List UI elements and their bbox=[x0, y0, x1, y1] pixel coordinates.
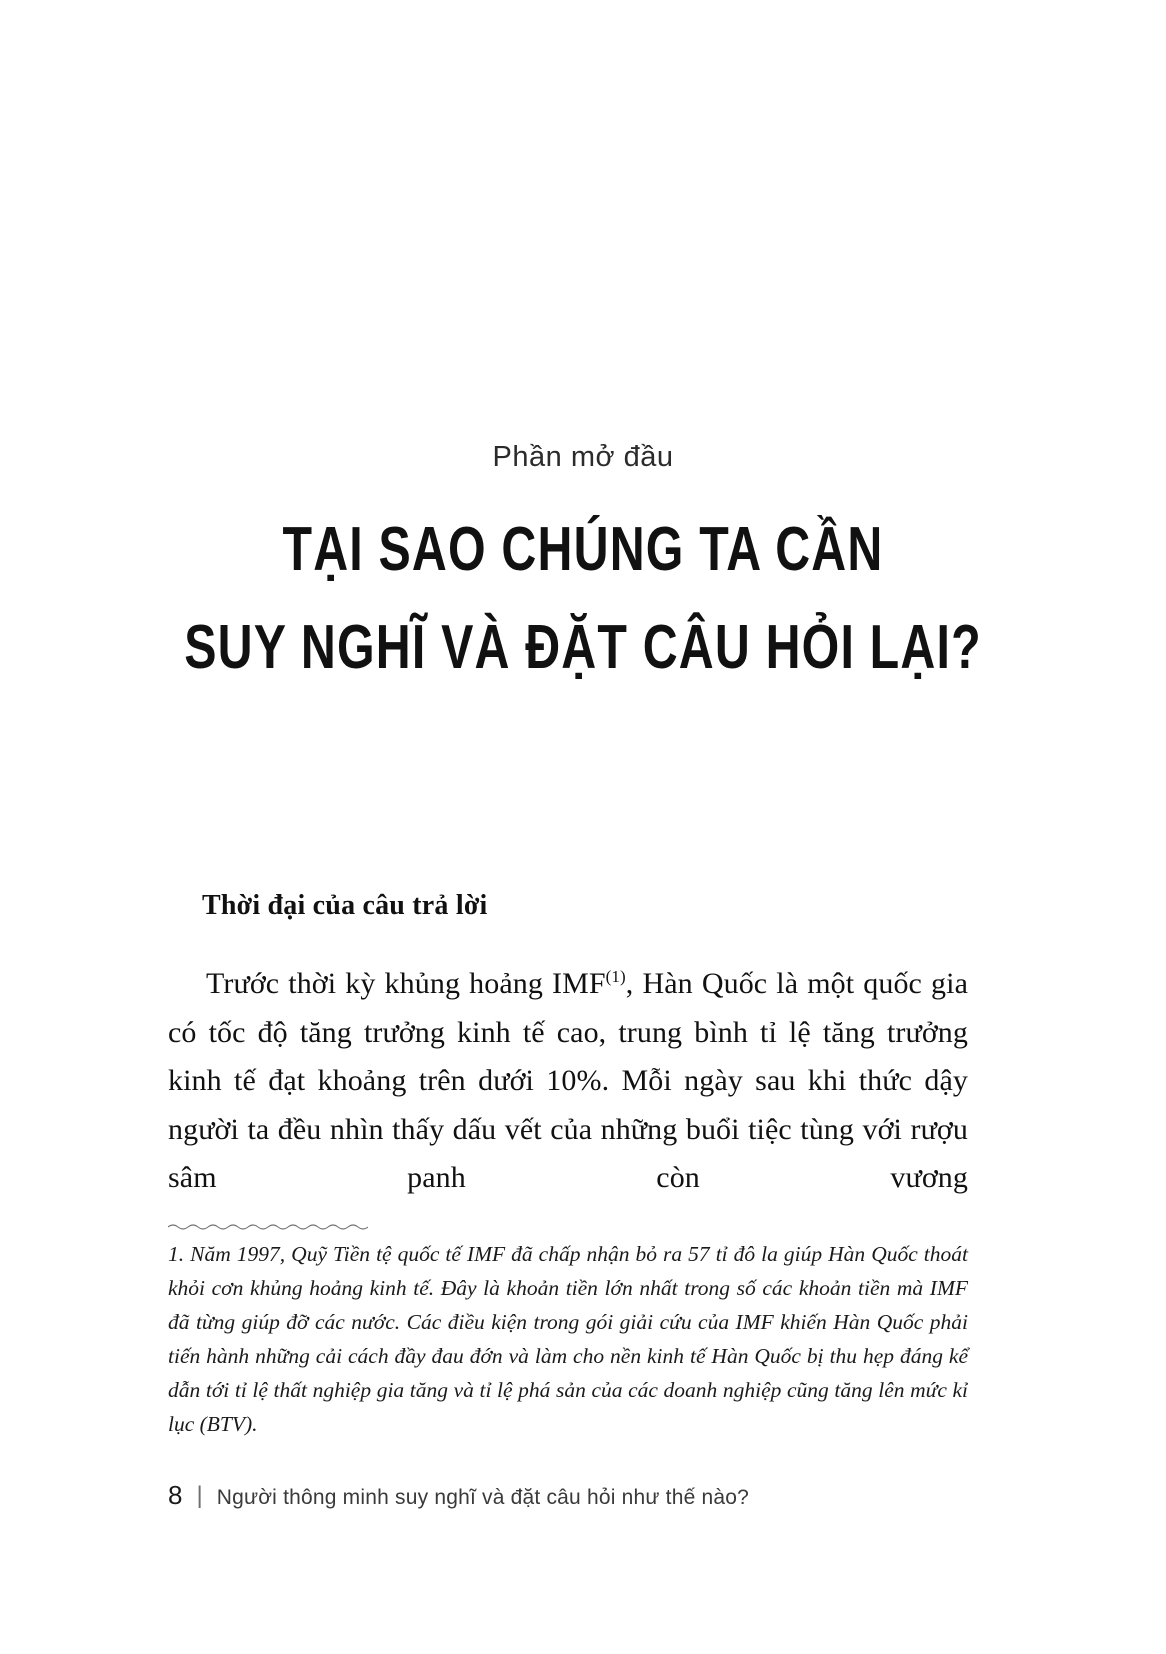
running-head: Người thông minh suy nghĩ và đặt câu hỏi như thế nào? bbox=[216, 1486, 750, 1509]
body-paragraph bbox=[168, 960, 968, 1203]
page-footer bbox=[168, 1480, 968, 1511]
chapter-title-line-1: TẠI SAO CHÚNG TA CẦN bbox=[282, 514, 884, 584]
footnote-separator-rule bbox=[168, 1222, 368, 1232]
chapter-heading-block bbox=[0, 440, 1166, 688]
paragraph-text-before-footnote: Trước thời kỳ khủng hoảng IMF bbox=[206, 967, 606, 1000]
footnote-reference-marker: (1) bbox=[605, 967, 626, 986]
page-title bbox=[128, 509, 1037, 689]
footer-separator: | bbox=[196, 1482, 203, 1509]
page-number: 8 bbox=[168, 1480, 183, 1510]
paragraph-text-after-footnote: , Hàn Quốc là một quốc gia có tốc độ tăng trưởng kinh tế cao, trung bình tỉ lệ tăng trưởng kinh tế đạt khoảng trên dưới 10%. Mỗi ngày sau khi thức dậy người ta đều nhìn thấy dấu vết của những buổi tiệc tùng với rượu sâm panh còn vương bbox=[168, 967, 968, 1195]
chapter-title-line-2: SUY NGHĨ VÀ ĐẶT CÂU HỎI LẠI? bbox=[184, 612, 982, 682]
body-text-area bbox=[168, 890, 968, 1233]
part-label: Phần mở đầu bbox=[492, 441, 674, 473]
section-subheading: Thời đại của câu trả lời bbox=[202, 890, 488, 921]
footnote-text: 1. Năm 1997, Quỹ Tiền tệ quốc tế IMF đã chấp nhận bỏ ra 57 tỉ đô la giúp Hàn Quốc thoát khỏi cơn khủng hoảng kinh tế. Đây là khoản tiền lớn nhất trong số các khoản tiền mà IMF đã từng giúp đỡ các nước. Các điều kiện trong gói giải cứu của IMF khiến Hàn Quốc phải tiến hành những cải cách đầy đau đớn và làm cho nền kinh tế Hàn Quốc bị thu hẹp đáng kể dẫn tới tỉ lệ thất nghiệp gia tăng và tỉ lệ phá sản của các doanh nghiệp cũng tăng lên mức kỉ lục (BTV). bbox=[168, 1242, 968, 1436]
